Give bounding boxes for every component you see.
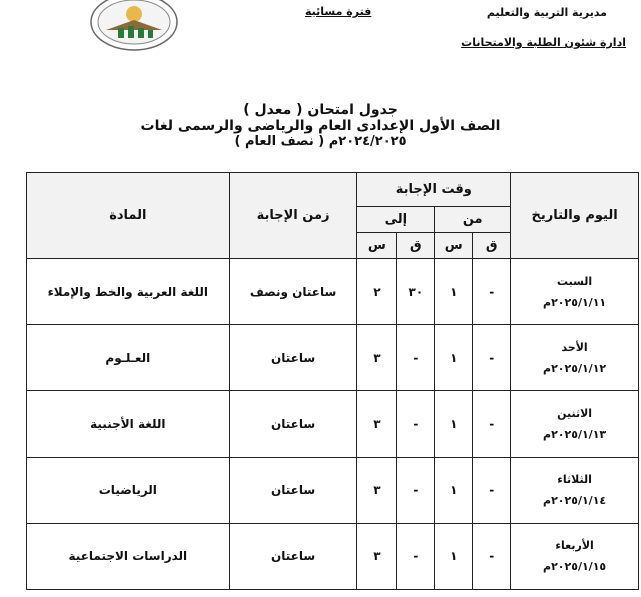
subject-header: المادة [27,173,230,259]
table-row [27,523,639,589]
duration-cell: ساعتان [229,523,357,589]
duration-cell: ساعتان [229,391,357,457]
subject-cell: اللغة الأجنبية [27,391,230,457]
day-date-cell [511,523,639,589]
subject-cell: الدراسات الاجتماعية [27,523,230,589]
exam-schedule-table [26,172,639,590]
duration-cell: ساعتان [229,457,357,523]
exam-shift: فترة مسائية [305,5,372,18]
to-hour-cell: ٣ [357,391,397,457]
to-hour-cell: ٢ [357,259,397,325]
subject-cell: العـلـوم [27,325,230,391]
directorate-name: مديرية التربية والتعليم [486,6,607,19]
term-title: ( نصف العام ) ٢٠٢٤/٢٠٢٥م [234,134,407,149]
day-name: الأحد [561,340,588,354]
exam-date: ٢٠٢٥/١/١٢م [543,361,607,375]
to-minute-cell: - [397,391,435,457]
from-minute-header: ق [473,233,511,259]
exam-date: ٢٠٢٥/١/١٣م [543,427,607,441]
table-row [27,457,639,523]
duration-header: زمن الإجابة [229,173,357,259]
day-date-cell [511,457,639,523]
to-minute-cell: - [397,325,435,391]
to-minute-cell: - [397,457,435,523]
to-hour-cell: ٣ [357,523,397,589]
day-name: الاثنين [557,406,593,420]
grade-title: الصف الأول الإعدادى العام والرياضى والرسمى لغات [140,118,501,134]
from-hour-cell: ١ [435,457,473,523]
table-row [27,391,639,457]
to-hour-cell: ٣ [357,325,397,391]
to-hour-cell: ٣ [357,457,397,523]
duration-cell: ساعتان [229,325,357,391]
from-hour-cell: ١ [435,325,473,391]
from-hour-cell: ١ [435,391,473,457]
from-minute-cell: - [473,259,511,325]
exam-date: ٢٠٢٥/١/١٤م [543,494,607,508]
day-date-cell [511,391,639,457]
day-name: السبت [556,274,593,288]
from-hour-cell: ١ [435,259,473,325]
table-row [27,259,639,325]
to-minute-cell: - [397,523,435,589]
subject-cell: اللغة العربية والخط والإملاء [27,259,230,325]
department-name: ادارة شئون الطلبة والامتحانات [461,36,626,49]
from-header: من [435,207,511,233]
from-hour-header: س [435,233,473,259]
from-hour-cell: ١ [435,523,473,589]
to-minute-header: ق [397,233,435,259]
day-date-header: اليوم والتاريخ [511,173,639,259]
ministry-logo [88,0,180,52]
subject-cell: الرياضيات [27,457,230,523]
duration-cell: ساعتان ونصف [229,259,357,325]
from-minute-cell: - [473,325,511,391]
day-name: الأربعاء [555,539,594,553]
exam-date: ٢٠٢٥/١/١١م [543,295,607,309]
table-row [27,325,639,391]
day-date-cell [511,325,639,391]
exam-date: ٢٠٢٥/١/١٥م [543,560,607,574]
answer-time-header: وقت الإجابة [357,173,511,207]
day-name: الثلاثاء [557,473,592,487]
day-date-cell [511,259,639,325]
to-hour-header: س [357,233,397,259]
exam-titles [0,102,641,150]
from-minute-cell: - [473,457,511,523]
from-minute-cell: - [473,523,511,589]
from-minute-cell: - [473,391,511,457]
to-minute-cell: ٣٠ [397,259,435,325]
to-header: إلى [357,207,435,233]
schedule-title: جدول امتحان ( معدل ) [243,102,398,118]
